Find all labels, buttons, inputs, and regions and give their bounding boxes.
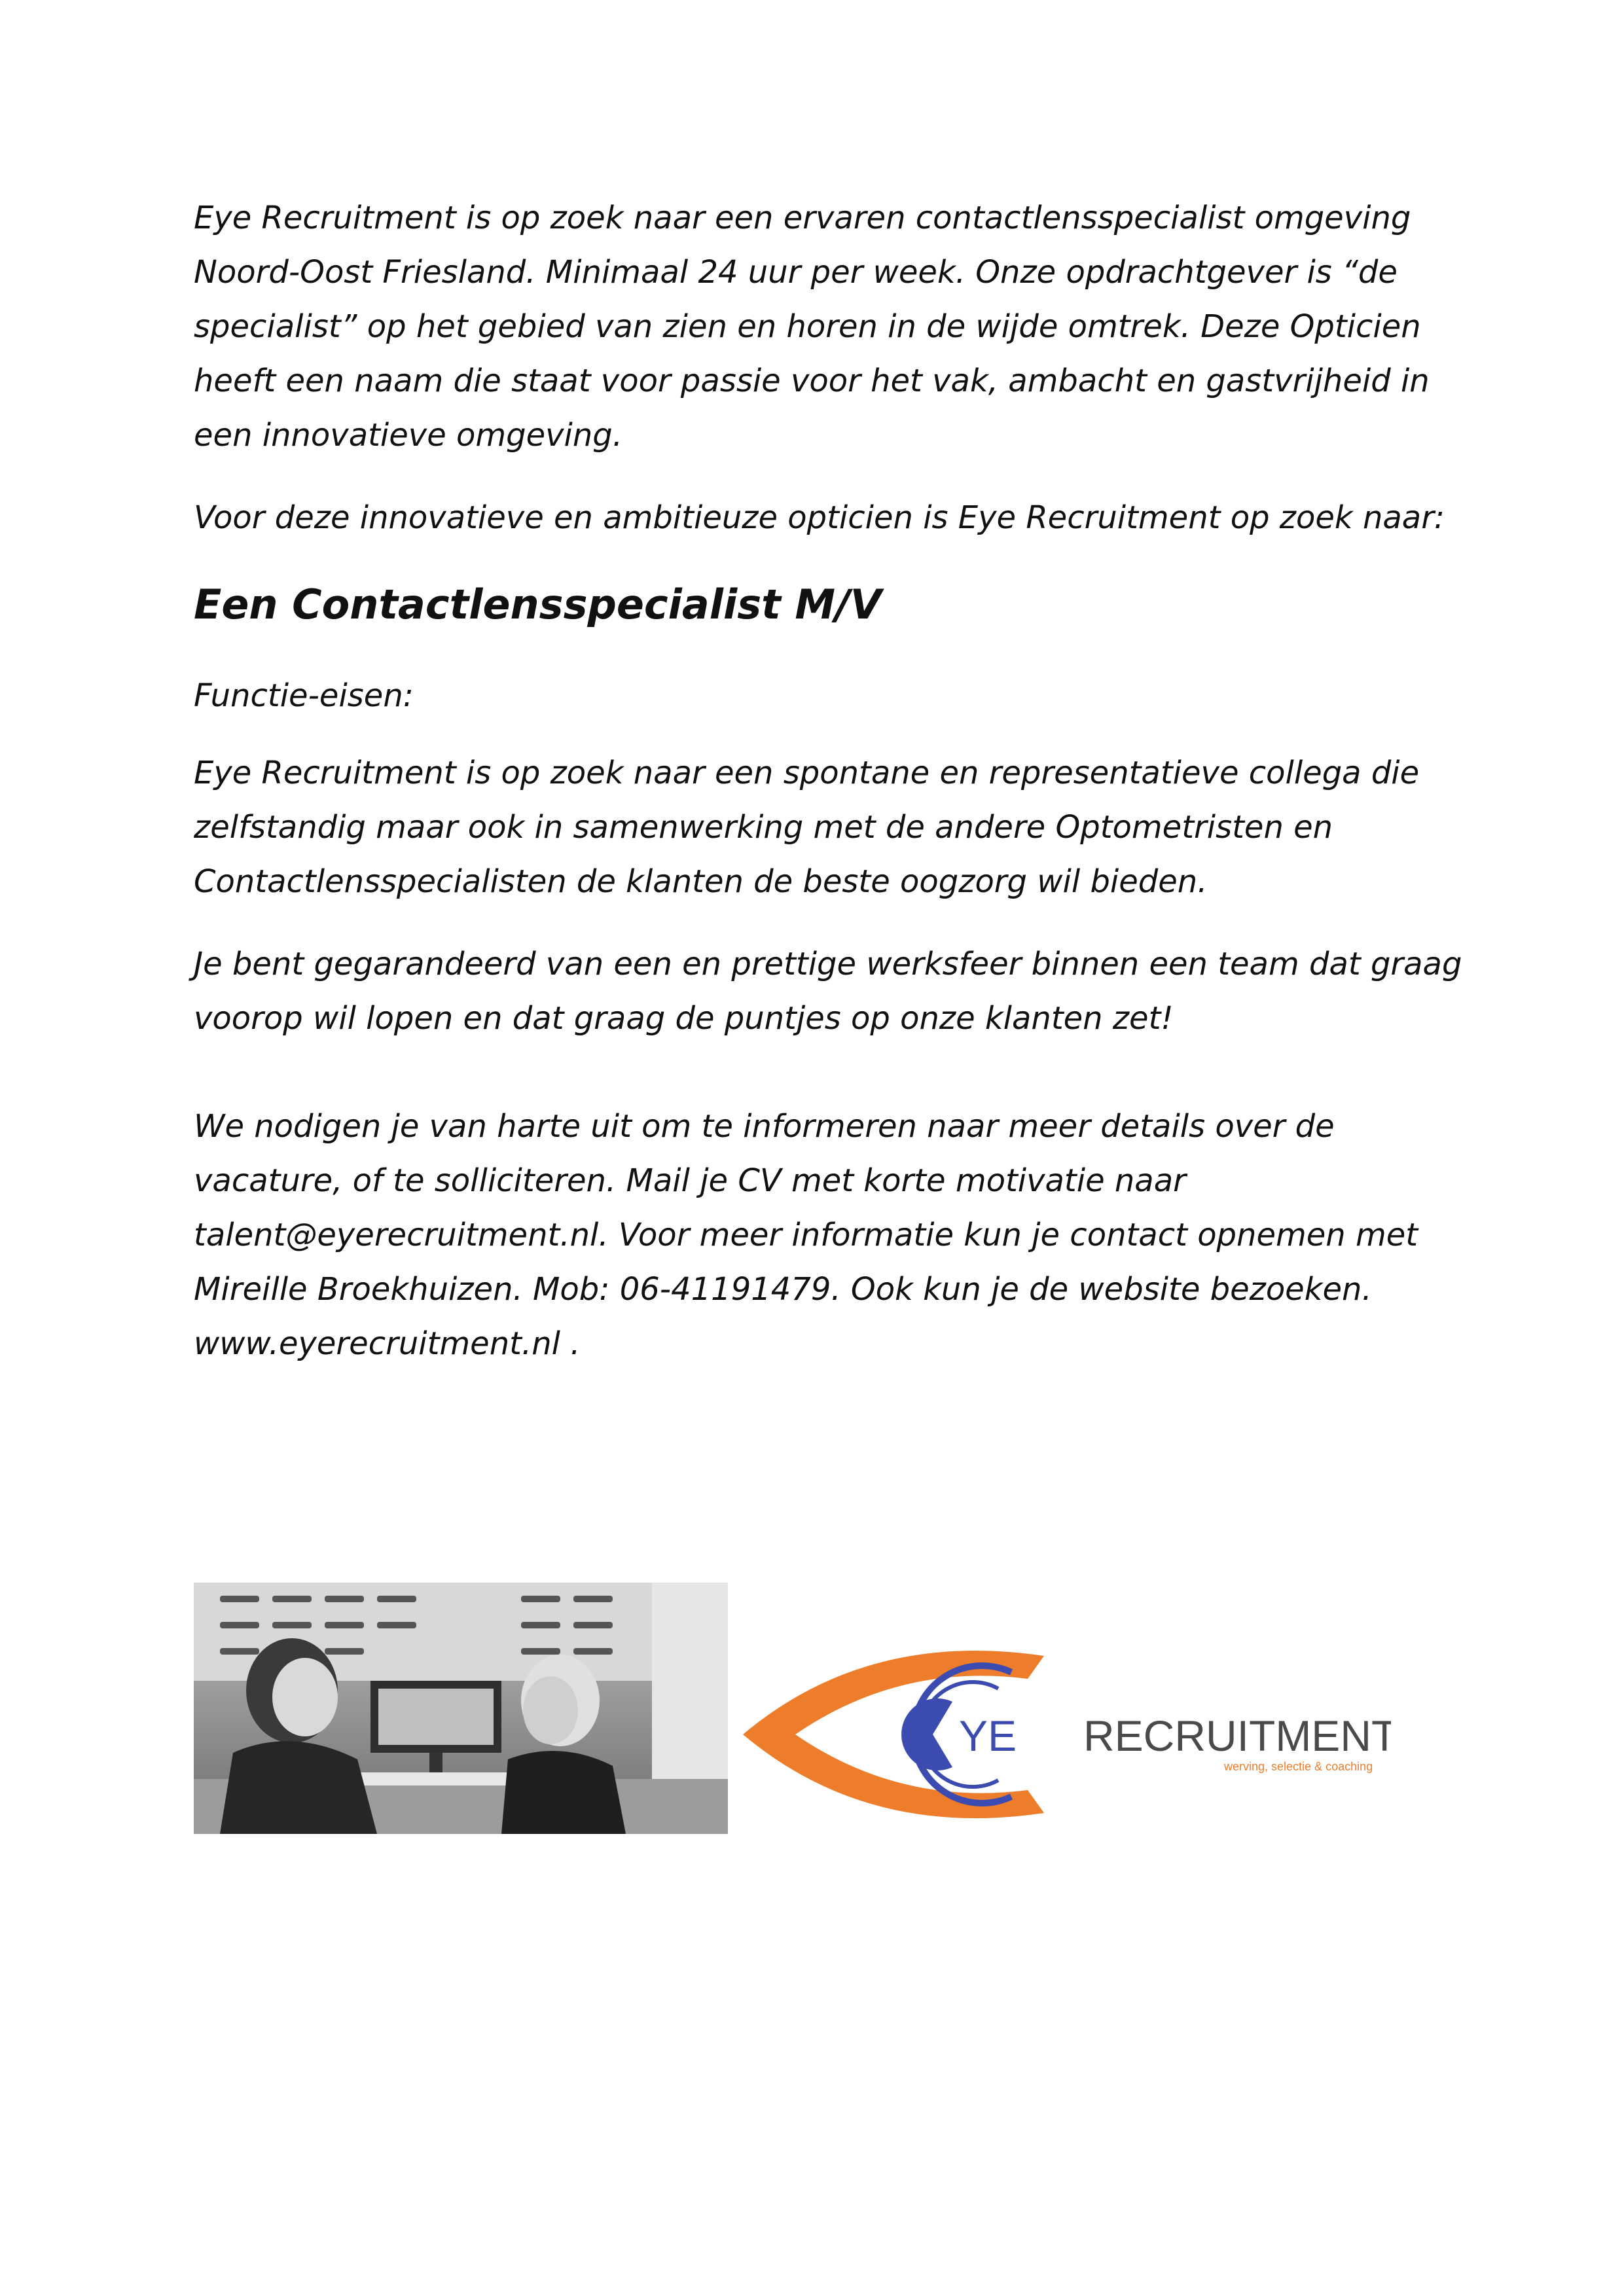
eye-recruitment-logo (736, 1636, 1391, 1833)
office-meeting-photo (194, 1583, 728, 1834)
contact-line-4: Mireille Broekhuizen. Mob: 06-41191479. Ook kun je de website bezoeken. (194, 1271, 1372, 1308)
contact-line-2: vacature, of te solliciteren. Mail je CV met korte motivatie naar (194, 1162, 1186, 1199)
intro-line-5: een innovatieve omgeving. (194, 417, 623, 454)
requirements-line-1: Eye Recruitment is op zoek naar een spontane en representatieve collega die (194, 755, 1420, 791)
requirements-label: Functie-eisen: (194, 677, 414, 714)
logo-recruitment-text: RECRUITMENT (1083, 1712, 1391, 1760)
pupil-icon (901, 1698, 952, 1770)
requirements-line-2: zelfstandig maar ook in samenwerking met de andere Optometristen en (194, 809, 1333, 846)
intro-line-4: heeft een naam die staat voor passie voor het vak, ambacht en gastvrijheid in (194, 363, 1430, 399)
job-title: Een Contactlensspecialist M/V (194, 581, 882, 628)
team-line-1: Je bent gegarandeerd van een en prettige werksfeer binnen een team dat graag (194, 946, 1462, 982)
logo-graphic (736, 1636, 1391, 1833)
contact-line-1: We nodigen je van harte uit om te informeren naar meer details over de (194, 1108, 1335, 1145)
photo-illustration (194, 1583, 728, 1834)
logo-tagline-text: werving, selectie & coaching (1224, 1760, 1373, 1773)
team-line-2: voorop wil lopen en dat graag de puntjes op onze klanten zet! (194, 1000, 1174, 1037)
logo-ye-text: YE (959, 1712, 1017, 1760)
intro-line-2: Noord-Oost Friesland. Minimaal 24 uur per week. Onze opdrachtgever is “de (194, 254, 1398, 291)
lead-line: Voor deze innovatieve en ambitieuze opticien is Eye Recruitment op zoek naar: (194, 499, 1445, 536)
intro-line-1: Eye Recruitment is op zoek naar een ervaren contactlensspecialist omgeving (194, 200, 1411, 236)
intro-line-3: specialist” op het gebied van zien en horen in de wijde omtrek. Deze Opticien (194, 308, 1421, 345)
requirements-line-3: Contactlensspecialisten de klanten de beste oogzorg wil bieden. (194, 863, 1208, 900)
contact-line-3: talent@eyerecruitment.nl. Voor meer informatie kun je contact opnemen met (194, 1217, 1418, 1253)
contact-line-5: www.eyerecruitment.nl . (194, 1325, 581, 1362)
